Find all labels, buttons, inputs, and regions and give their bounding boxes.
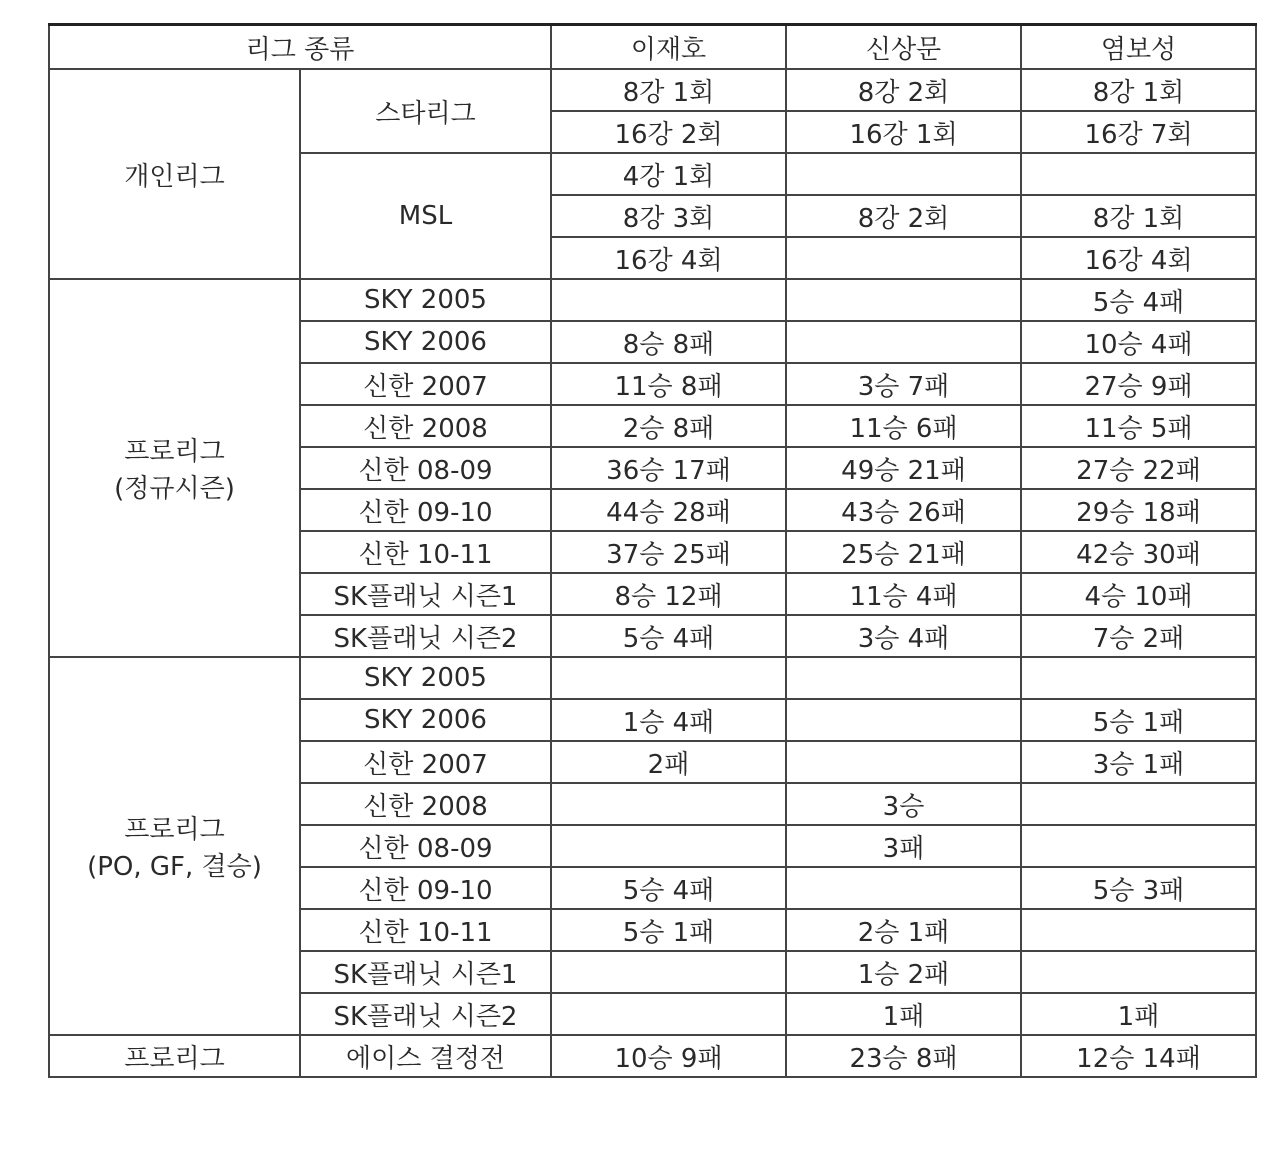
season-label: SK플래닛 시즌2 <box>300 615 551 657</box>
group-label-line-2: (PO, GF, 결승) <box>87 852 262 882</box>
cell: 3승 4패 <box>786 615 1021 657</box>
cell: 36승 17패 <box>551 447 786 489</box>
cell: 3승 7패 <box>786 363 1021 405</box>
group-label-line-2: (정규시즌) <box>114 474 235 504</box>
cell <box>551 825 786 867</box>
season-label: 신한 2008 <box>300 405 551 447</box>
cell: 16강 4회 <box>1021 237 1256 279</box>
group-label-line-1: 프로리그 <box>124 815 225 845</box>
cell <box>786 741 1021 783</box>
cell: 4강 1회 <box>551 153 786 195</box>
subgroup-label-starleague: 스타리그 <box>300 69 551 153</box>
cell: 3승 1패 <box>1021 741 1256 783</box>
cell <box>1021 153 1256 195</box>
cell: 2패 <box>551 741 786 783</box>
season-label: 신한 2007 <box>300 741 551 783</box>
cell: 1승 4패 <box>551 699 786 741</box>
cell: 11승 5패 <box>1021 405 1256 447</box>
cell <box>786 153 1021 195</box>
season-label: SK플래닛 시즌1 <box>300 573 551 615</box>
cell: 8강 2회 <box>786 69 1021 111</box>
group-label-proleague-ace: 프로리그 <box>49 1035 300 1077</box>
cell: 8강 2회 <box>786 195 1021 237</box>
cell: 2승 1패 <box>786 909 1021 951</box>
group-label-proleague-regular <box>49 279 300 657</box>
cell: 8승 12패 <box>551 573 786 615</box>
cell: 10승 4패 <box>1021 321 1256 363</box>
cell: 1승 2패 <box>786 951 1021 993</box>
cell: 11승 4패 <box>786 573 1021 615</box>
cell <box>551 783 786 825</box>
cell: 5승 4패 <box>1021 279 1256 321</box>
table-row <box>49 657 1256 699</box>
season-label: 신한 08-09 <box>300 447 551 489</box>
cell: 1패 <box>786 993 1021 1035</box>
season-label: SK플래닛 시즌1 <box>300 951 551 993</box>
cell <box>786 321 1021 363</box>
league-results-table <box>48 23 1257 1078</box>
cell <box>551 951 786 993</box>
cell: 4승 10패 <box>1021 573 1256 615</box>
cell: 23승 8패 <box>786 1035 1021 1077</box>
cell: 11승 8패 <box>551 363 786 405</box>
cell <box>1021 657 1256 699</box>
cell: 25승 21패 <box>786 531 1021 573</box>
cell: 42승 30패 <box>1021 531 1256 573</box>
cell: 5승 1패 <box>1021 699 1256 741</box>
cell: 16강 2회 <box>551 111 786 153</box>
cell: 5승 4패 <box>551 615 786 657</box>
cell: 16강 4회 <box>551 237 786 279</box>
cell <box>786 237 1021 279</box>
group-label-line-1: 프로리그 <box>124 437 225 467</box>
cell <box>786 867 1021 909</box>
group-label-proleague-postseason <box>49 657 300 1035</box>
cell <box>786 657 1021 699</box>
cell <box>551 279 786 321</box>
cell: 3패 <box>786 825 1021 867</box>
cell <box>1021 783 1256 825</box>
cell: 27승 9패 <box>1021 363 1256 405</box>
season-label: 신한 09-10 <box>300 867 551 909</box>
cell: 44승 28패 <box>551 489 786 531</box>
season-label: 신한 2008 <box>300 783 551 825</box>
table-row <box>49 279 1256 321</box>
cell: 8강 1회 <box>1021 195 1256 237</box>
table-row-ace <box>49 1035 1256 1077</box>
header-league-type: 리그 종류 <box>49 25 551 70</box>
cell: 16강 1회 <box>786 111 1021 153</box>
cell: 49승 21패 <box>786 447 1021 489</box>
cell: 11승 6패 <box>786 405 1021 447</box>
cell: 8승 8패 <box>551 321 786 363</box>
group-label-individual: 개인리그 <box>49 69 300 279</box>
ace-match-label: 에이스 결정전 <box>300 1035 551 1077</box>
cell: 5승 4패 <box>551 867 786 909</box>
cell <box>786 279 1021 321</box>
season-label: 신한 10-11 <box>300 909 551 951</box>
season-label: SK플래닛 시즌2 <box>300 993 551 1035</box>
cell: 1패 <box>1021 993 1256 1035</box>
season-label: 신한 09-10 <box>300 489 551 531</box>
cell: 8강 3회 <box>551 195 786 237</box>
cell: 16강 7회 <box>1021 111 1256 153</box>
table-row <box>49 69 1256 111</box>
cell: 2승 8패 <box>551 405 786 447</box>
cell <box>1021 825 1256 867</box>
cell: 5승 3패 <box>1021 867 1256 909</box>
season-label: 신한 10-11 <box>300 531 551 573</box>
cell: 8강 1회 <box>1021 69 1256 111</box>
cell: 8강 1회 <box>551 69 786 111</box>
season-label: SKY 2006 <box>300 699 551 741</box>
season-label: SKY 2005 <box>300 279 551 321</box>
cell: 10승 9패 <box>551 1035 786 1077</box>
header-player-1: 이재호 <box>551 25 786 70</box>
cell <box>1021 909 1256 951</box>
subgroup-label-msl: MSL <box>300 153 551 279</box>
cell: 27승 22패 <box>1021 447 1256 489</box>
season-label: SKY 2005 <box>300 657 551 699</box>
cell: 29승 18패 <box>1021 489 1256 531</box>
season-label: 신한 2007 <box>300 363 551 405</box>
cell: 7승 2패 <box>1021 615 1256 657</box>
season-label: 신한 08-09 <box>300 825 551 867</box>
header-row <box>49 25 1256 70</box>
cell: 3승 <box>786 783 1021 825</box>
cell <box>551 657 786 699</box>
season-label: SKY 2006 <box>300 321 551 363</box>
cell: 12승 14패 <box>1021 1035 1256 1077</box>
cell <box>551 993 786 1035</box>
header-player-2: 신상문 <box>786 25 1021 70</box>
cell <box>1021 951 1256 993</box>
header-player-3: 염보성 <box>1021 25 1256 70</box>
cell <box>786 699 1021 741</box>
cell: 43승 26패 <box>786 489 1021 531</box>
cell: 5승 1패 <box>551 909 786 951</box>
cell: 37승 25패 <box>551 531 786 573</box>
